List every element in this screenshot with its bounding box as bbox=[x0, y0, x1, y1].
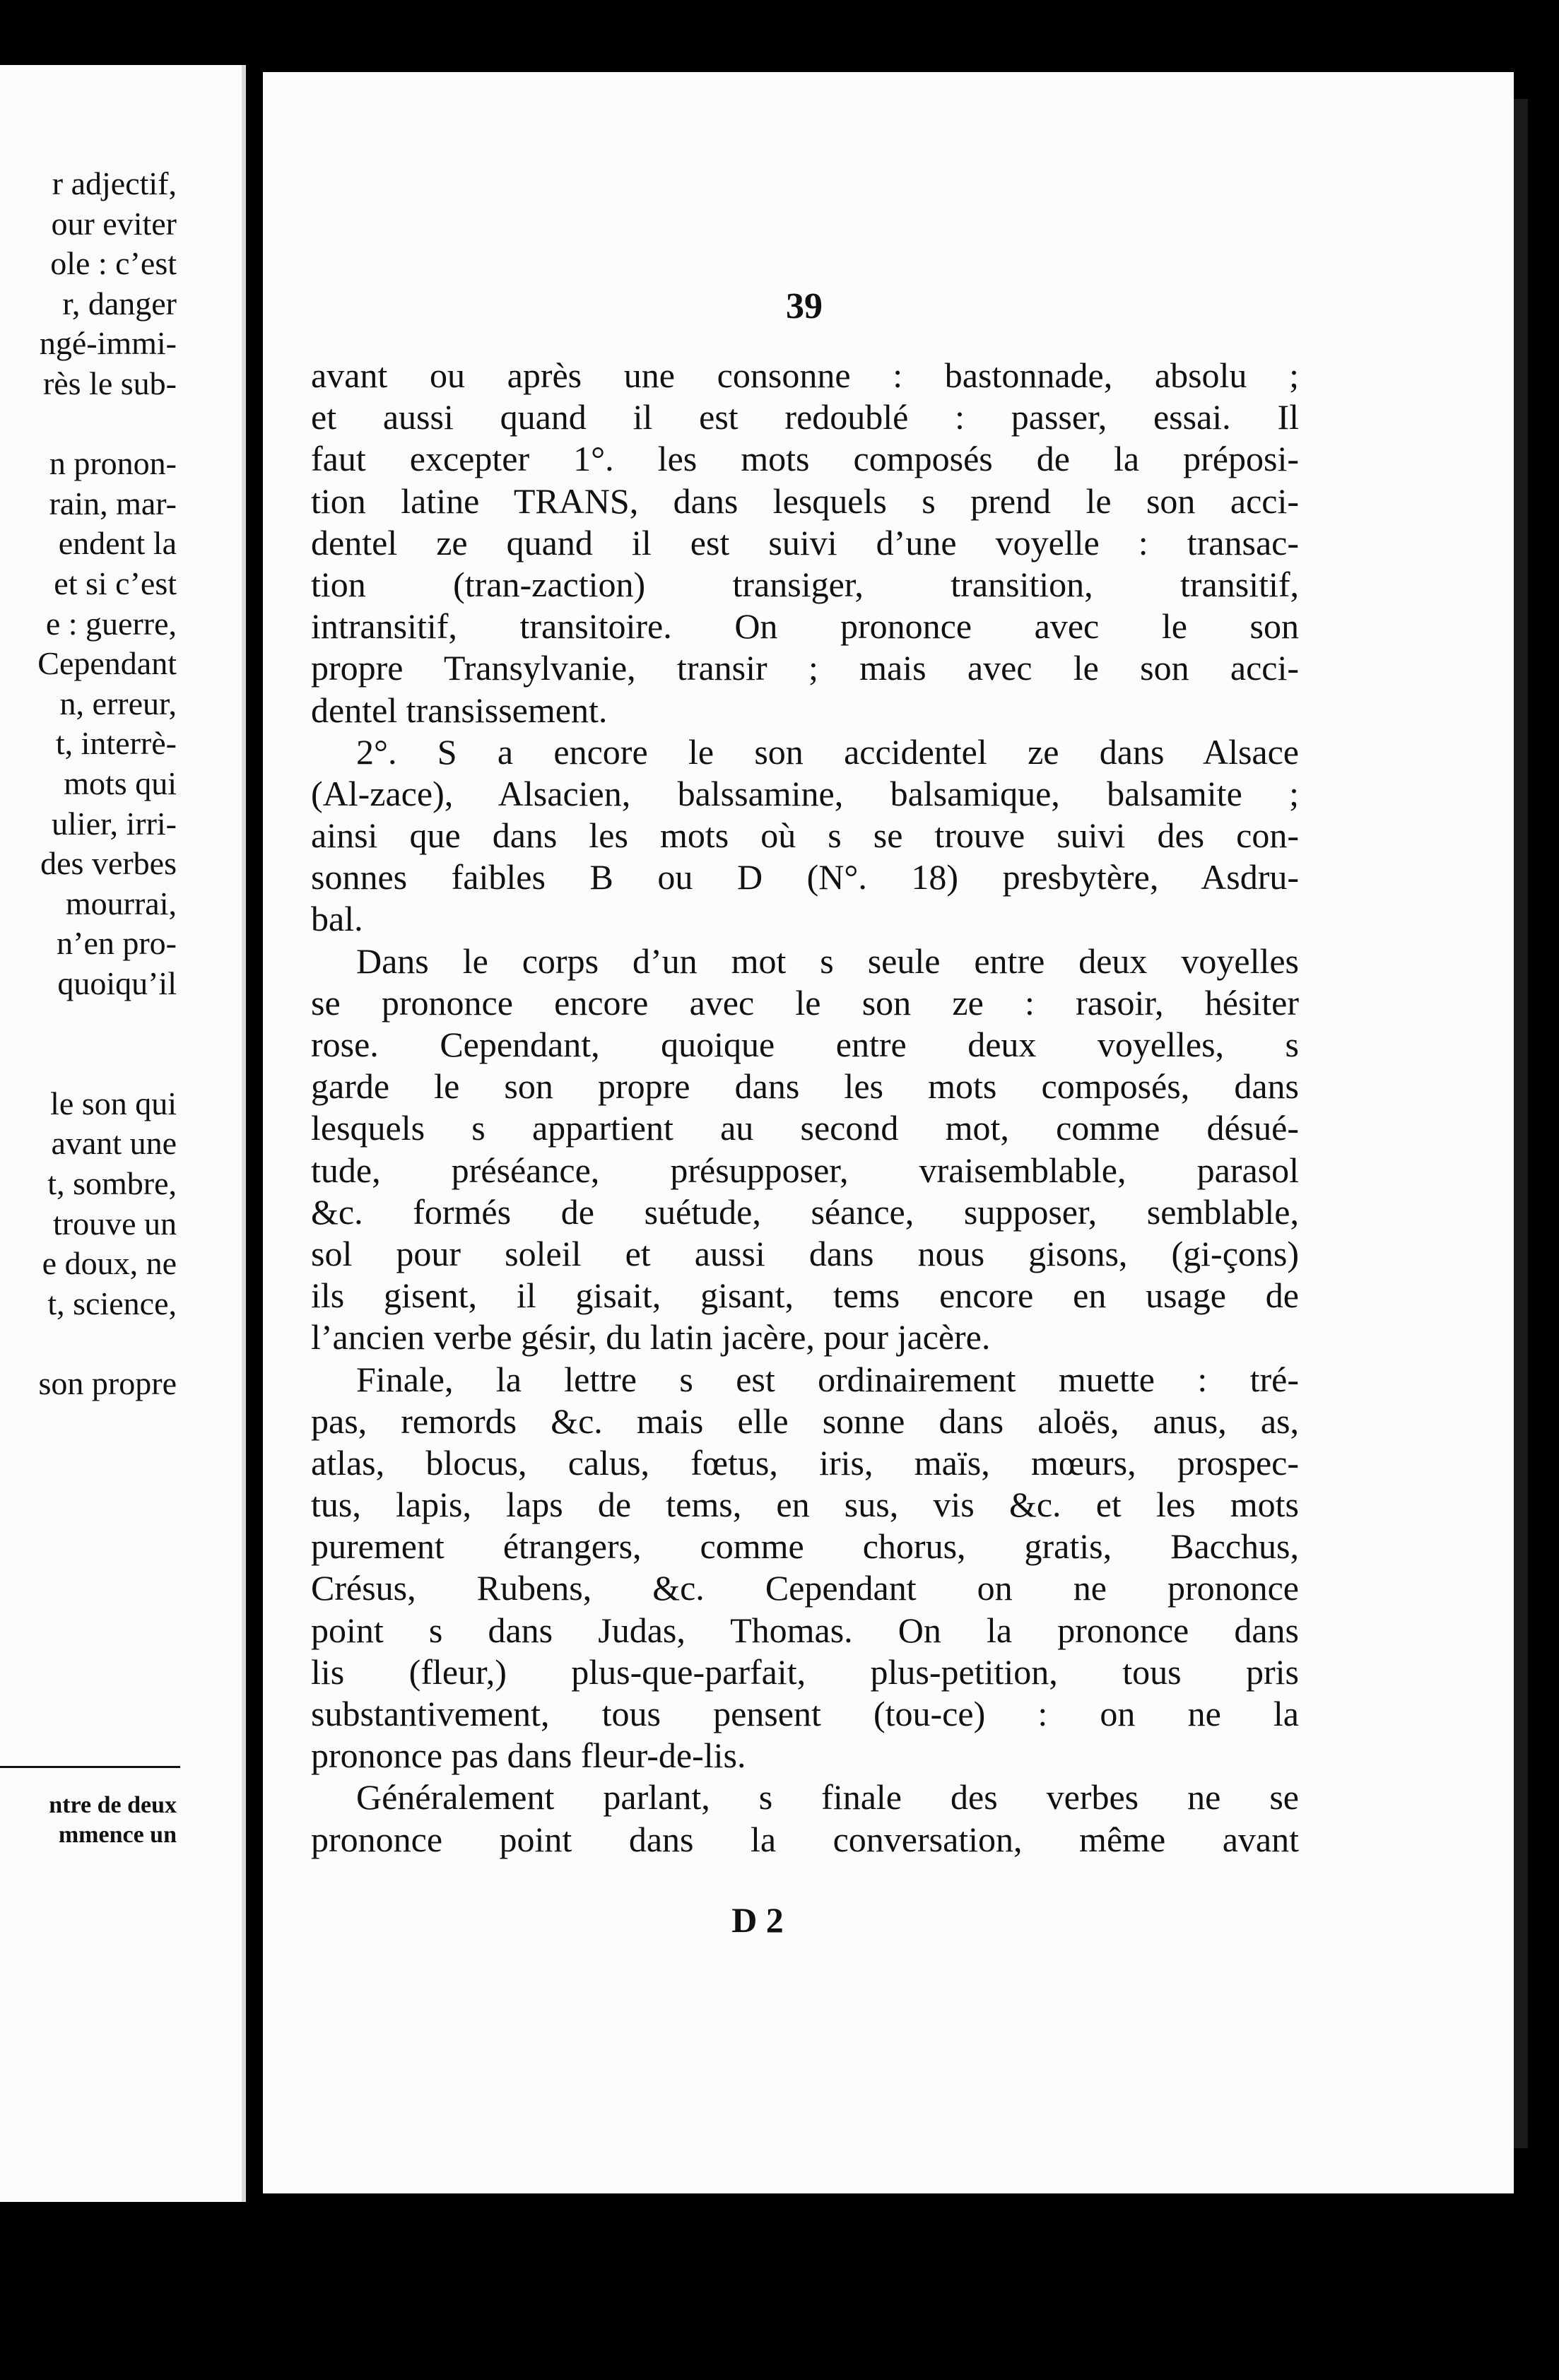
left-text-line: son propre bbox=[38, 1365, 177, 1401]
left-text-line: rès le sub- bbox=[42, 365, 177, 401]
page-number: 39 bbox=[786, 286, 823, 326]
body-text-line: propre Transylvanie, transir ; mais avec le son acci- bbox=[311, 648, 1299, 688]
footnote-rule bbox=[0, 1766, 180, 1768]
left-text-line: mots qui bbox=[64, 765, 177, 801]
body-text-line: prononce pas dans fleur-de-lis. bbox=[311, 1736, 746, 1776]
left-footnote-line: ntre de deux bbox=[49, 1792, 177, 1818]
body-text-line: purement étrangers, comme chorus, gratis, Bacchus, bbox=[311, 1526, 1299, 1567]
left-text-line: r adjectif, bbox=[52, 165, 177, 201]
body-text-line: avant ou après une consonne : bastonnade, absolu ; bbox=[311, 355, 1299, 395]
body-text-line: Finale, la lettre s est ordinairement muette : tré- bbox=[356, 1359, 1299, 1399]
left-text-line: e doux, ne bbox=[42, 1245, 177, 1282]
body-text-line: Crésus, Rubens, &c. Cependant on ne prononce bbox=[311, 1568, 1299, 1608]
body-text-line: se prononce encore avec le son ze : rasoir, hésiter bbox=[311, 982, 1299, 1023]
body-text-line: ils gisent, il gisait, gisant, tems encore en usage de bbox=[311, 1276, 1299, 1316]
body-text-line: et aussi quand il est redoublé : passer, essai. Il bbox=[311, 397, 1299, 437]
left-text-line: avant une bbox=[51, 1125, 177, 1162]
left-page-fragment bbox=[0, 65, 246, 2202]
body-text-line: l’ancien verbe gésir, du latin jacère, pour jacère. bbox=[311, 1317, 991, 1357]
body-text-line: lesquels s appartient au second mot, comme désué- bbox=[311, 1108, 1299, 1148]
left-text-line: des verbes bbox=[40, 845, 177, 882]
signature-mark: D 2 bbox=[731, 1900, 784, 1940]
left-text-line: n pronon- bbox=[49, 445, 177, 482]
body-text-line: lis (fleur,) plus-que-parfait, plus-petition, tous pris bbox=[311, 1651, 1299, 1692]
body-text-line: prononce point dans la conversation, même avant bbox=[311, 1819, 1299, 1859]
left-text-line: ngé-immi- bbox=[39, 325, 177, 362]
left-text-line: trouve un bbox=[52, 1205, 177, 1242]
body-text-line: substantivement, tous pensent (tou-ce) : on ne la bbox=[311, 1694, 1299, 1733]
left-text-line: mourrai, bbox=[65, 885, 177, 921]
left-text-line: n, erreur, bbox=[59, 685, 177, 721]
body-text-line: bal. bbox=[311, 899, 363, 939]
body-text-line: tude, préséance, présupposer, vraisemblable, parasol bbox=[311, 1150, 1299, 1190]
body-text bbox=[311, 355, 1299, 1861]
left-text-line: t, science, bbox=[47, 1285, 177, 1321]
left-text-line: rain, mar- bbox=[49, 485, 177, 522]
body-text-line: tus, lapis, laps de tems, en sus, vis &c. et les mots bbox=[311, 1485, 1299, 1525]
left-text-line: r, danger bbox=[62, 285, 177, 322]
body-text-line: Généralement parlant, s finale des verbes ne se bbox=[356, 1777, 1299, 1818]
left-text-line: t, sombre, bbox=[47, 1165, 177, 1201]
body-text-line: sonnes faibles B ou D (N°. 18) presbytère, Asdru- bbox=[311, 857, 1299, 897]
left-text-line: ole : c’est bbox=[50, 245, 177, 282]
left-text-line: t, interrè- bbox=[55, 725, 177, 762]
body-text-line: sol pour soleil et aussi dans nous gisons, (gi-çons) bbox=[311, 1233, 1299, 1273]
right-page bbox=[263, 72, 1514, 2193]
body-text-line: ainsi que dans les mots où s se trouve suivi des con- bbox=[311, 815, 1299, 856]
body-text-line: (Al-zace), Alsacien, balssamine, balsamique, balsamite ; bbox=[311, 773, 1299, 813]
left-text-line: e : guerre, bbox=[45, 605, 177, 642]
left-text-line: endent la bbox=[58, 525, 177, 562]
body-text-line: tion (tran-zaction) transiger, transition, transitif, bbox=[311, 564, 1299, 604]
left-text-line: quoiqu’il bbox=[57, 965, 177, 1001]
page-edge-shadow bbox=[1514, 99, 1528, 2148]
left-text-line: et si c’est bbox=[54, 565, 177, 601]
body-text-line: point s dans Judas, Thomas. On la prononce dans bbox=[311, 1610, 1299, 1650]
left-text-line: Cependant bbox=[37, 645, 177, 682]
body-text-line: rose. Cependant, quoique entre deux voyelles, s bbox=[311, 1025, 1299, 1064]
body-text-line: dentel transissement. bbox=[311, 690, 608, 730]
left-text-line: le son qui bbox=[50, 1085, 177, 1121]
body-text-line: faut excepter 1°. les mots composés de la préposi- bbox=[311, 439, 1299, 479]
body-text-line: 2°. S a encore le son accidentel ze dans Alsace bbox=[356, 731, 1299, 772]
body-text-line: Dans le corps d’un mot s seule entre deux voyelles bbox=[356, 941, 1299, 981]
body-text-line: intransitif, transitoire. On prononce avec le son bbox=[311, 606, 1299, 647]
left-text-line: n’en pro- bbox=[57, 925, 177, 962]
body-text-line: atlas, blocus, calus, fœtus, iris, maïs, mœurs, prospec- bbox=[311, 1442, 1299, 1483]
body-text-line: tion latine TRANS, dans lesquels s prend le son acci- bbox=[311, 481, 1299, 521]
left-text-line: our eviter bbox=[51, 205, 177, 242]
body-text-line: dentel ze quand il est suivi d’une voyelle : transac- bbox=[311, 522, 1299, 562]
left-text-line: ulier, irri- bbox=[52, 805, 177, 842]
left-footnote-line: mmence un bbox=[58, 1822, 177, 1848]
body-text-line: garde le son propre dans les mots composés, dans bbox=[311, 1066, 1299, 1107]
body-text-line: &c. formés de suétude, séance, supposer, semblable, bbox=[311, 1191, 1299, 1232]
body-text-line: pas, remords &c. mais elle sonne dans aloës, anus, as, bbox=[311, 1401, 1299, 1441]
